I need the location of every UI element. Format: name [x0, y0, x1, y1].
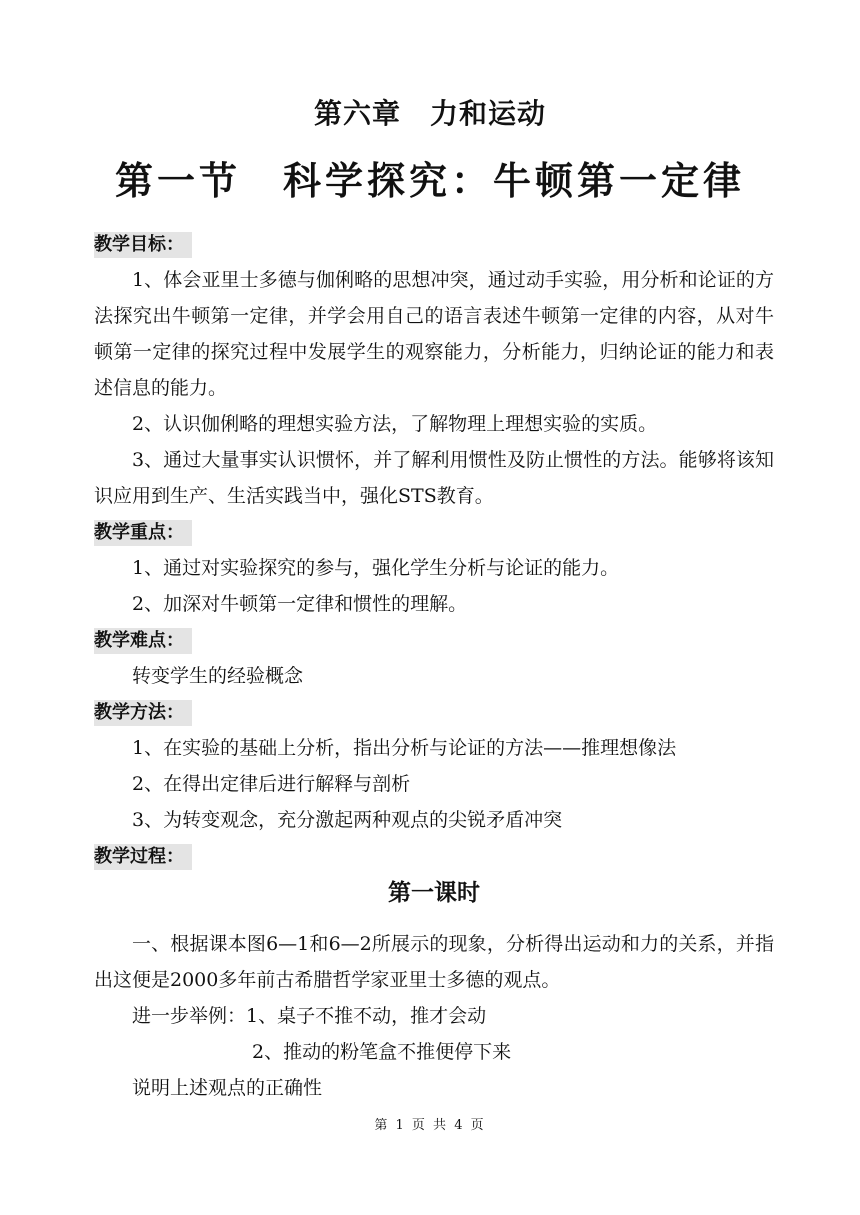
chapter-title: 第六章 力和运动 — [313, 97, 546, 130]
difficulties-section — [94, 622, 774, 694]
process-heading: 教学过程： — [94, 844, 192, 870]
page-footer: 第 1 页 共 4 页 — [374, 1118, 486, 1133]
methods-heading: 教学方法： — [94, 700, 192, 726]
section-title: 第一节 科学探究：牛顿第一定律 — [114, 158, 745, 203]
document-body — [94, 226, 774, 1106]
difficulties-heading: 教学难点： — [94, 628, 192, 654]
difficulty-item-1: 转变学生的经验概念 — [132, 665, 304, 687]
objectives-heading: 教学目标： — [94, 232, 192, 258]
method-item-3: 3、为转变观念，充分激起两种观点的尖锐矛盾冲突 — [132, 809, 563, 831]
method-item-1: 1、在实验的基础上分析，指出分析与论证的方法——推理想像法 — [132, 737, 677, 759]
objectives-section — [94, 226, 774, 514]
key-points-heading: 教学重点： — [94, 520, 192, 546]
key-point-item-2: 2、加深对牛顿第一定律和惯性的理解。 — [132, 593, 468, 615]
process-example-1: 进一步举例：1、桌子不推不动，推才会动 — [132, 1005, 487, 1027]
process-conclusion: 说明上述观点的正确性 — [132, 1077, 323, 1099]
objective-item-1: 1、体会亚里士多德与伽俐略的思想冲突，通过动手实验，用分析和论证的方法探究出牛顿第一定律，并学会用自己的语言表述牛顿第一定律的内容，从对牛顿第一定律的探究过程中发展学生的观察能力，分析能力，归纳论证的能力和表述信息的能力。 — [94, 269, 774, 399]
process-section — [94, 838, 774, 1106]
objective-item-2: 2、认识伽俐略的理想实验方法，了解物理上理想实验的实质。 — [132, 413, 658, 435]
method-item-2: 2、在得出定律后进行解释与剖析 — [132, 773, 411, 795]
process-intro: 一、根据课本图6—1和6—2所展示的现象，分析得出运动和力的关系，并指出这便是2000多年前古希腊哲学家亚里士多德的观点。 — [94, 933, 774, 991]
key-points-section — [94, 514, 774, 622]
process-example-2: 2、推动的粉笔盒不推便停下来 — [252, 1041, 512, 1063]
objective-item-3: 3、通过大量事实认识惯怀，并了解利用惯性及防止惯性的方法。能够将该知识应用到生产、生活实践当中，强化STS教育。 — [94, 449, 774, 507]
methods-section — [94, 694, 774, 838]
lesson-title: 第一课时 — [388, 880, 480, 906]
key-point-item-1: 1、通过对实验探究的参与，强化学生分析与论证的能力。 — [132, 557, 620, 579]
